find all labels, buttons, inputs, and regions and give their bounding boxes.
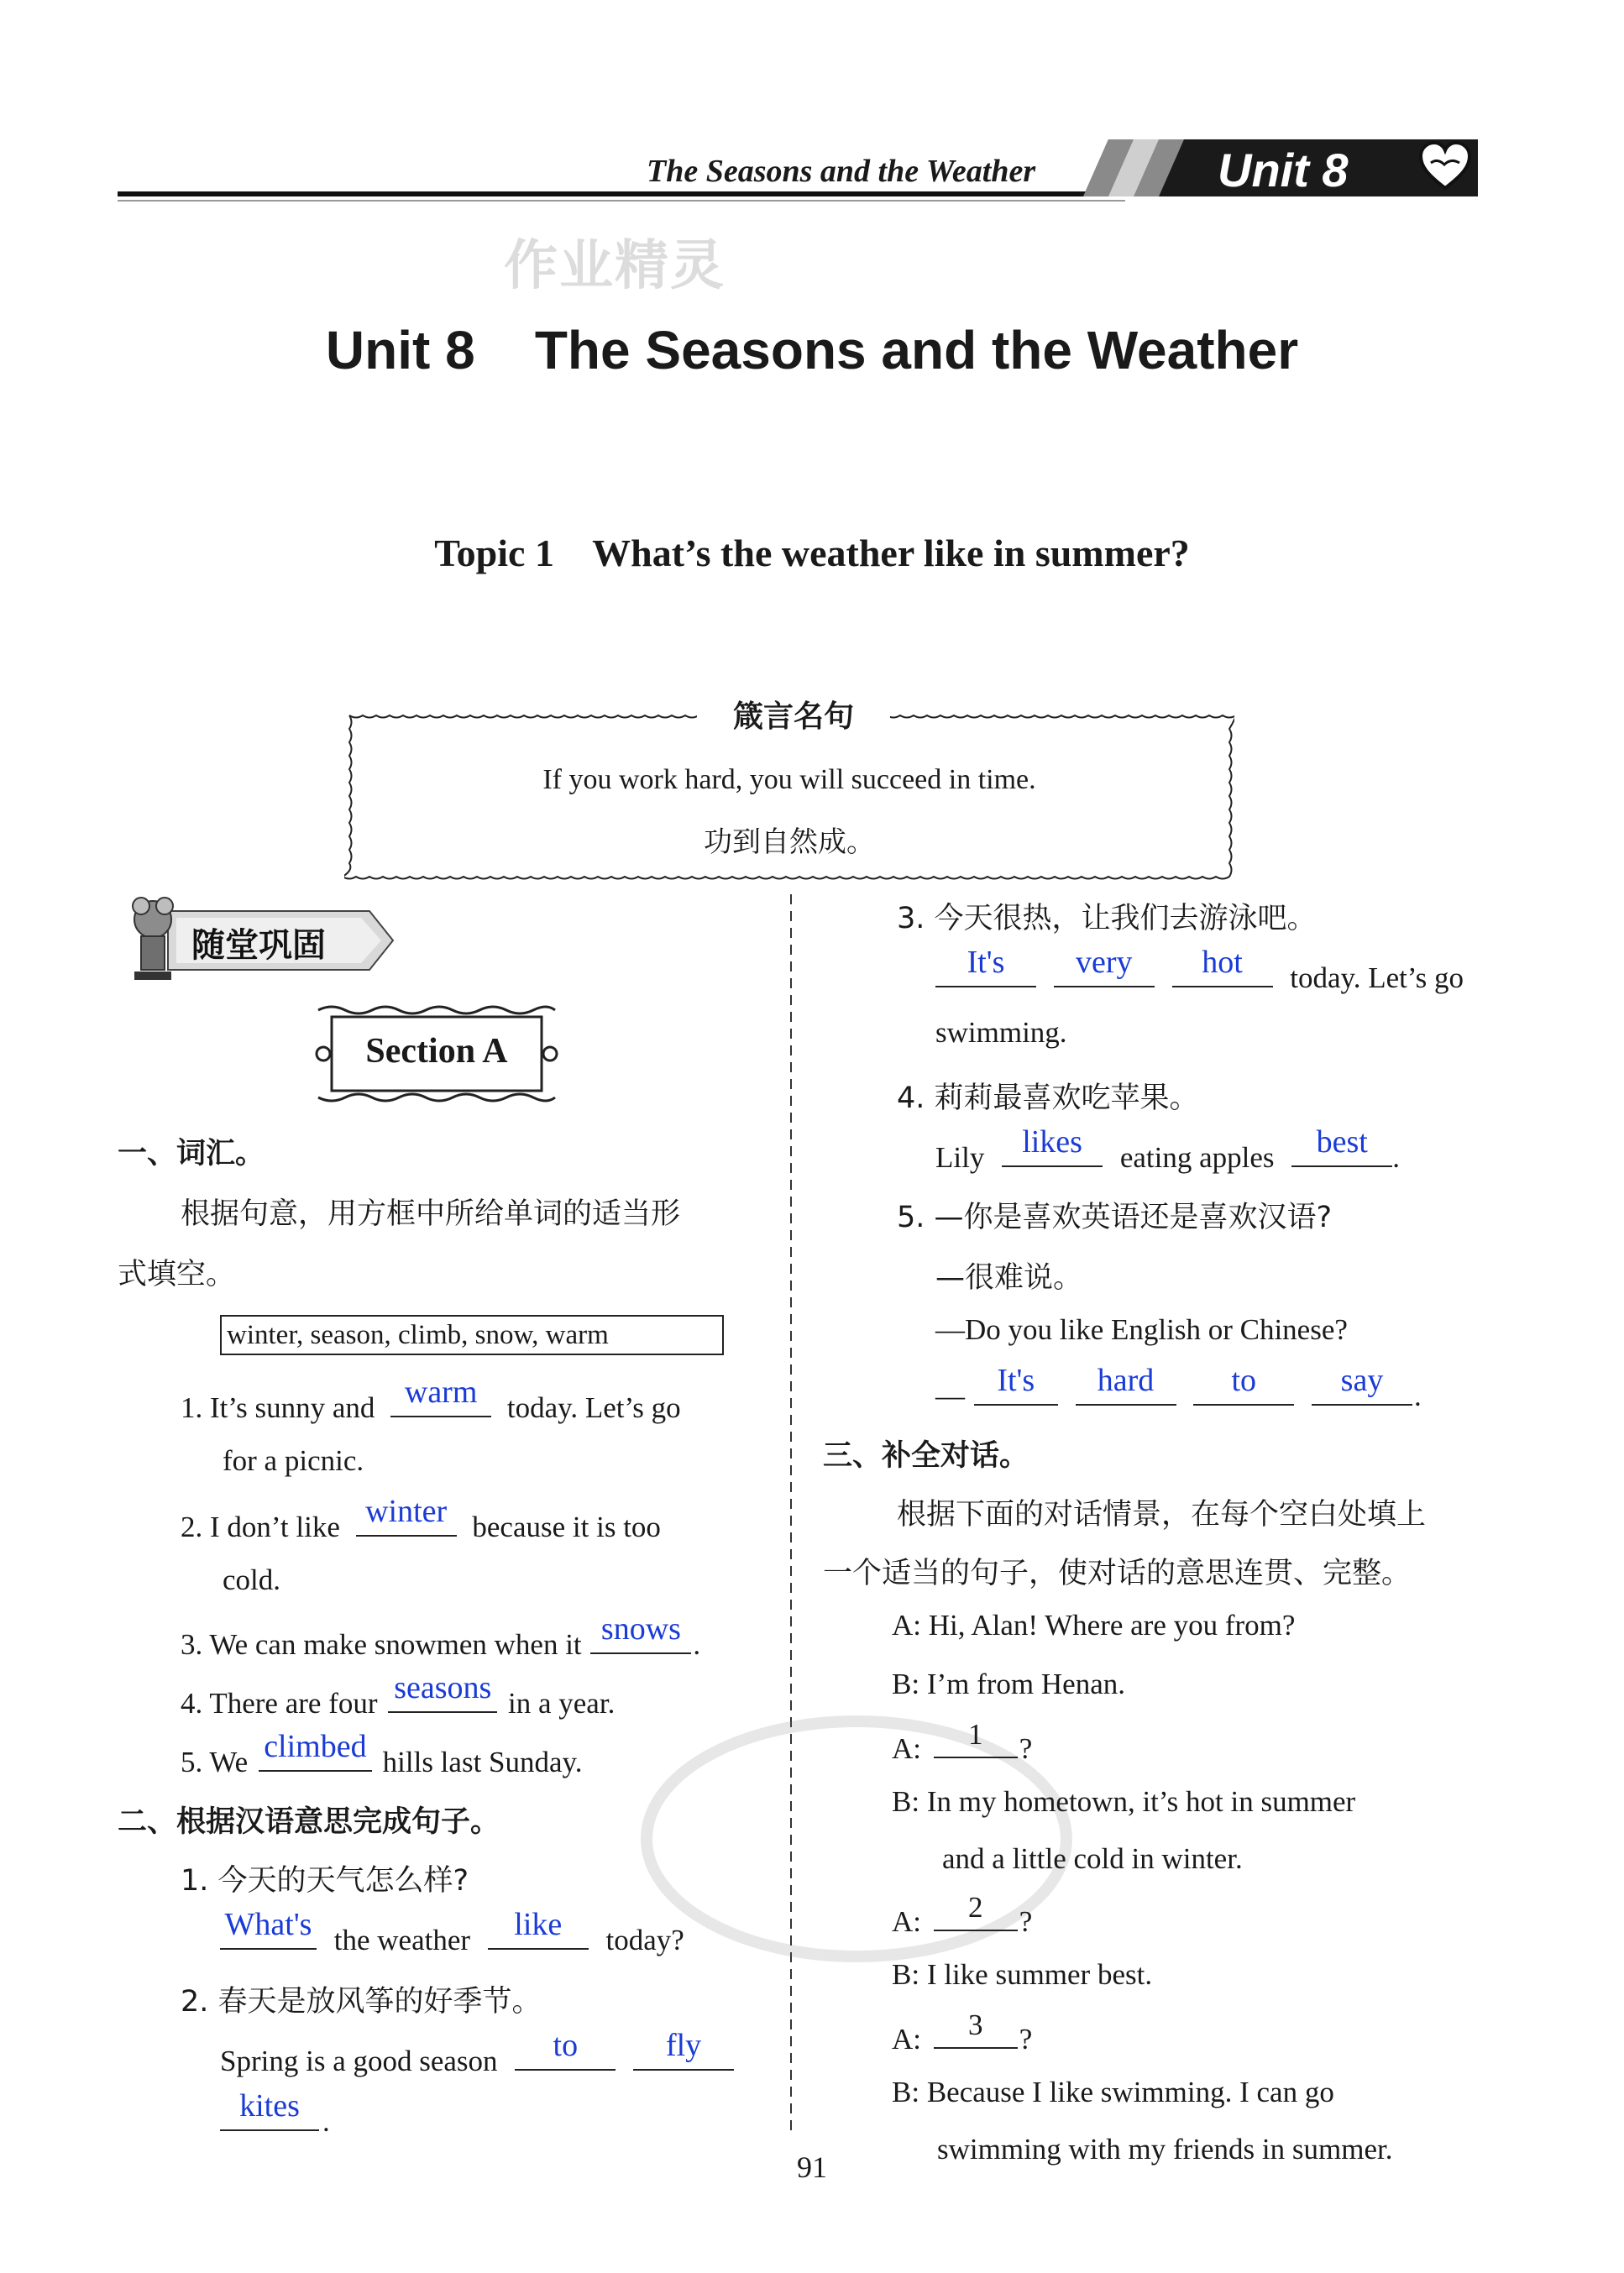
- translate-q5-blank-1[interactable]: [974, 1363, 1058, 1406]
- translate-q4-row: [935, 1124, 1401, 1175]
- translate-q2-text-start: Spring is a good season: [220, 2045, 498, 2077]
- vocab-q1-row: [181, 1375, 681, 1425]
- translate-q2-blank-2[interactable]: [633, 2028, 734, 2071]
- translate-q5-end: .: [1414, 1380, 1422, 1412]
- vocab-q5-text-end: hills last Sunday.: [382, 1746, 583, 1778]
- translate-q3-answer-3: hot: [1202, 945, 1243, 980]
- dialogue-line-7-end: ?: [1019, 2023, 1033, 2056]
- translate-q5-row: [935, 1363, 1422, 1413]
- translate-q3-answer-2: very: [1075, 945, 1133, 980]
- part3-heading: 三、补全对话。: [823, 1439, 1029, 1473]
- translate-q5-blank-2[interactable]: [1076, 1363, 1176, 1406]
- translate-q2-row: [220, 2028, 739, 2078]
- vocab-q2-answer: winter: [365, 1494, 448, 1529]
- translate-q2-answer-2: fly: [665, 2028, 702, 2063]
- vocab-q3-text-start: 3. We can make snowmen when it: [181, 1628, 582, 1661]
- translate-q2-end: .: [322, 2105, 330, 2138]
- dialogue-line-8: B: Because I like swimming. I can go: [892, 2076, 1334, 2108]
- dialogue-blank-1-number: 1: [968, 1718, 983, 1751]
- vocab-q2-text-end: because it is too: [472, 1511, 661, 1543]
- translate-q5-english: —Do you like English or Chinese?: [935, 1313, 1348, 1346]
- vocab-q3-text-end: .: [693, 1628, 701, 1661]
- dialogue-line-6: B: I like summer best.: [892, 1958, 1153, 1991]
- vocab-q4-text-end: in a year.: [508, 1687, 616, 1720]
- translate-q3-text-end: today. Let’s go: [1290, 961, 1464, 994]
- vocab-q1-continuation: for a picnic.: [223, 1444, 364, 1477]
- vocab-q1-blank[interactable]: [390, 1375, 491, 1417]
- translate-q4-chinese: 4. 莉莉最喜欢吃苹果。: [897, 1082, 1199, 1115]
- translate-q1-middle-text: the weather: [333, 1924, 471, 1956]
- dialogue-line-4-continuation: and a little cold in winter.: [942, 1842, 1243, 1875]
- dialogue-line-3-speaker: A:: [892, 1732, 921, 1765]
- translate-q3-blank-1[interactable]: [935, 945, 1036, 987]
- part3-instruction-line2: 一个适当的句子，使对话的意思连贯、完整。: [823, 1557, 1412, 1590]
- dialogue-line-7: [892, 2009, 1033, 2056]
- motto-chinese: 功到自然成。: [704, 825, 875, 859]
- vocab-q2-continuation: cold.: [223, 1563, 281, 1596]
- topic-title: Topic 1 What’s the weather like in summer?: [434, 532, 1190, 574]
- unit-badge-label: Unit 8: [1218, 144, 1349, 196]
- translate-q5-chinese-1: 5. —你是喜欢英语还是喜欢汉语?: [897, 1201, 1333, 1234]
- vocab-q3-row: [181, 1611, 701, 1662]
- part1-instruction-line2: 式填空。: [118, 1258, 236, 1291]
- page-number: 91: [797, 2150, 827, 2184]
- translate-q5-blank-3[interactable]: [1193, 1363, 1294, 1406]
- translate-q5-blank-4[interactable]: [1312, 1363, 1412, 1406]
- heart-book-icon: [1419, 141, 1471, 193]
- translate-q4-answer-2: best: [1316, 1124, 1368, 1160]
- dialogue-line-3: [892, 1718, 1033, 1766]
- dialogue-line-5-speaker: A:: [892, 1905, 921, 1938]
- unit-title: Unit 8 The Seasons and the Weather: [325, 320, 1299, 380]
- translate-q2-answer-1: to: [553, 2028, 579, 2063]
- vocab-q4-blank[interactable]: [388, 1670, 497, 1713]
- part3-instruction-line1: 根据下面的对话情景，在每个空白处填上: [897, 1498, 1427, 1532]
- translate-q2-answer-3: kites: [239, 2088, 300, 2124]
- dialogue-line-1: A: Hi, Alan! Where are you from?: [892, 1609, 1296, 1642]
- part1-instruction-line1: 根据句意，用方框中所给单词的适当形: [181, 1197, 681, 1231]
- header-rule: [118, 191, 1125, 196]
- translate-q2-row-2: [220, 2088, 330, 2139]
- watermark-logo: 作业精灵: [504, 235, 726, 297]
- translate-q3-chinese: 3. 今天很热，让我们去游泳吧。: [897, 902, 1317, 935]
- vocab-q5-text-start: 5. We: [181, 1746, 249, 1778]
- vocab-q2-text-start: 2. I don’t like: [181, 1511, 340, 1543]
- vocab-q4-answer: seasons: [394, 1670, 492, 1705]
- translate-q3-continuation: swimming.: [935, 1016, 1067, 1049]
- dialogue-blank-1[interactable]: [934, 1718, 1018, 1758]
- vocab-q1-text-start: 1. It’s sunny and: [181, 1391, 375, 1424]
- motto-english: If you work hard, you will succeed in time.: [542, 764, 1036, 795]
- dialogue-line-7-speaker: A:: [892, 2023, 921, 2056]
- vocab-q5-row: [181, 1729, 583, 1779]
- translate-q5-chinese-2: —很难说。: [935, 1261, 1083, 1295]
- translate-q5-answer-1: It's: [997, 1363, 1035, 1398]
- translate-q1-blank-1[interactable]: [220, 1907, 317, 1950]
- vocab-q2-blank[interactable]: [356, 1494, 457, 1537]
- translate-q2-chinese: 2. 春天是放风筝的好季节。: [181, 1985, 542, 2019]
- part1-heading: 一、词汇。: [118, 1137, 265, 1171]
- translate-q5-answer-4: say: [1340, 1363, 1384, 1398]
- translate-q3-row: [935, 945, 1464, 995]
- translate-q4-text-middle: eating apples: [1119, 1141, 1275, 1174]
- header-rule-shadow: [118, 200, 1125, 202]
- dialogue-blank-2-number: 2: [968, 1891, 983, 1924]
- dialogue-line-3-end: ?: [1019, 1732, 1033, 1765]
- vocab-q3-answer: snows: [600, 1611, 681, 1647]
- translate-q3-blank-3[interactable]: [1172, 945, 1273, 987]
- translate-q4-answer-1: likes: [1022, 1124, 1082, 1160]
- translate-q3-blank-2[interactable]: [1054, 945, 1155, 987]
- vocab-q5-answer: climbed: [264, 1729, 367, 1764]
- dialogue-blank-2[interactable]: [934, 1891, 1018, 1931]
- dialogue-line-5: [892, 1891, 1033, 1939]
- practice-banner-label: 随堂巩固: [191, 926, 326, 965]
- vocab-q3-blank[interactable]: [590, 1611, 691, 1654]
- translate-q5-answer-3: to: [1231, 1363, 1257, 1398]
- vocab-q4-row: [181, 1670, 616, 1720]
- vocab-q1-answer: warm: [404, 1375, 478, 1410]
- vocab-q1-text-end: today. Let’s go: [506, 1391, 681, 1424]
- translate-q1-answer-2: like: [514, 1907, 563, 1942]
- translate-q5-dash: —: [935, 1380, 965, 1412]
- motto-tag: 箴言名句: [697, 690, 890, 742]
- translate-q1-chinese: 1. 今天的天气怎么样?: [181, 1864, 469, 1898]
- translate-q1-blank-2[interactable]: [488, 1907, 589, 1950]
- part2-heading: 二、根据汉语意思完成句子。: [118, 1805, 500, 1839]
- translate-q2-blank-1[interactable]: [515, 2028, 616, 2071]
- translate-q5-answer-2: hard: [1097, 1363, 1155, 1398]
- vocab-q4-text-start: 4. There are four: [181, 1687, 378, 1720]
- translate-q4-end: .: [1392, 1141, 1401, 1174]
- translate-q1-end-text: today?: [605, 1924, 684, 1956]
- translate-q2-blank-3[interactable]: [220, 2088, 319, 2131]
- translate-q1-answer-1: What's: [224, 1907, 312, 1942]
- dialogue-blank-3-number: 3: [968, 2009, 983, 2041]
- translate-q1-row: [220, 1907, 684, 1957]
- vocab-q2-row: [181, 1494, 661, 1544]
- vocab-q5-blank[interactable]: [259, 1729, 372, 1772]
- word-bank-box: winter, season, climb, snow, warm: [220, 1315, 724, 1355]
- translate-q4-blank-2[interactable]: [1291, 1124, 1392, 1167]
- translate-q4-text-start: Lily: [935, 1141, 985, 1174]
- dialogue-line-2: B: I’m from Henan.: [892, 1668, 1125, 1700]
- running-title: The Seasons and the Weather: [647, 154, 1036, 189]
- dialogue-blank-3[interactable]: [934, 2009, 1018, 2049]
- section-title: Section A: [365, 1032, 508, 1071]
- translate-q4-blank-1[interactable]: [1002, 1124, 1103, 1167]
- dialogue-line-8-continuation: swimming with my friends in summer.: [937, 2133, 1393, 2166]
- dialogue-line-5-end: ?: [1019, 1905, 1033, 1938]
- translate-q3-answer-1: It's: [967, 945, 1005, 980]
- dialogue-line-4: B: In my hometown, it’s hot in summer: [892, 1785, 1356, 1818]
